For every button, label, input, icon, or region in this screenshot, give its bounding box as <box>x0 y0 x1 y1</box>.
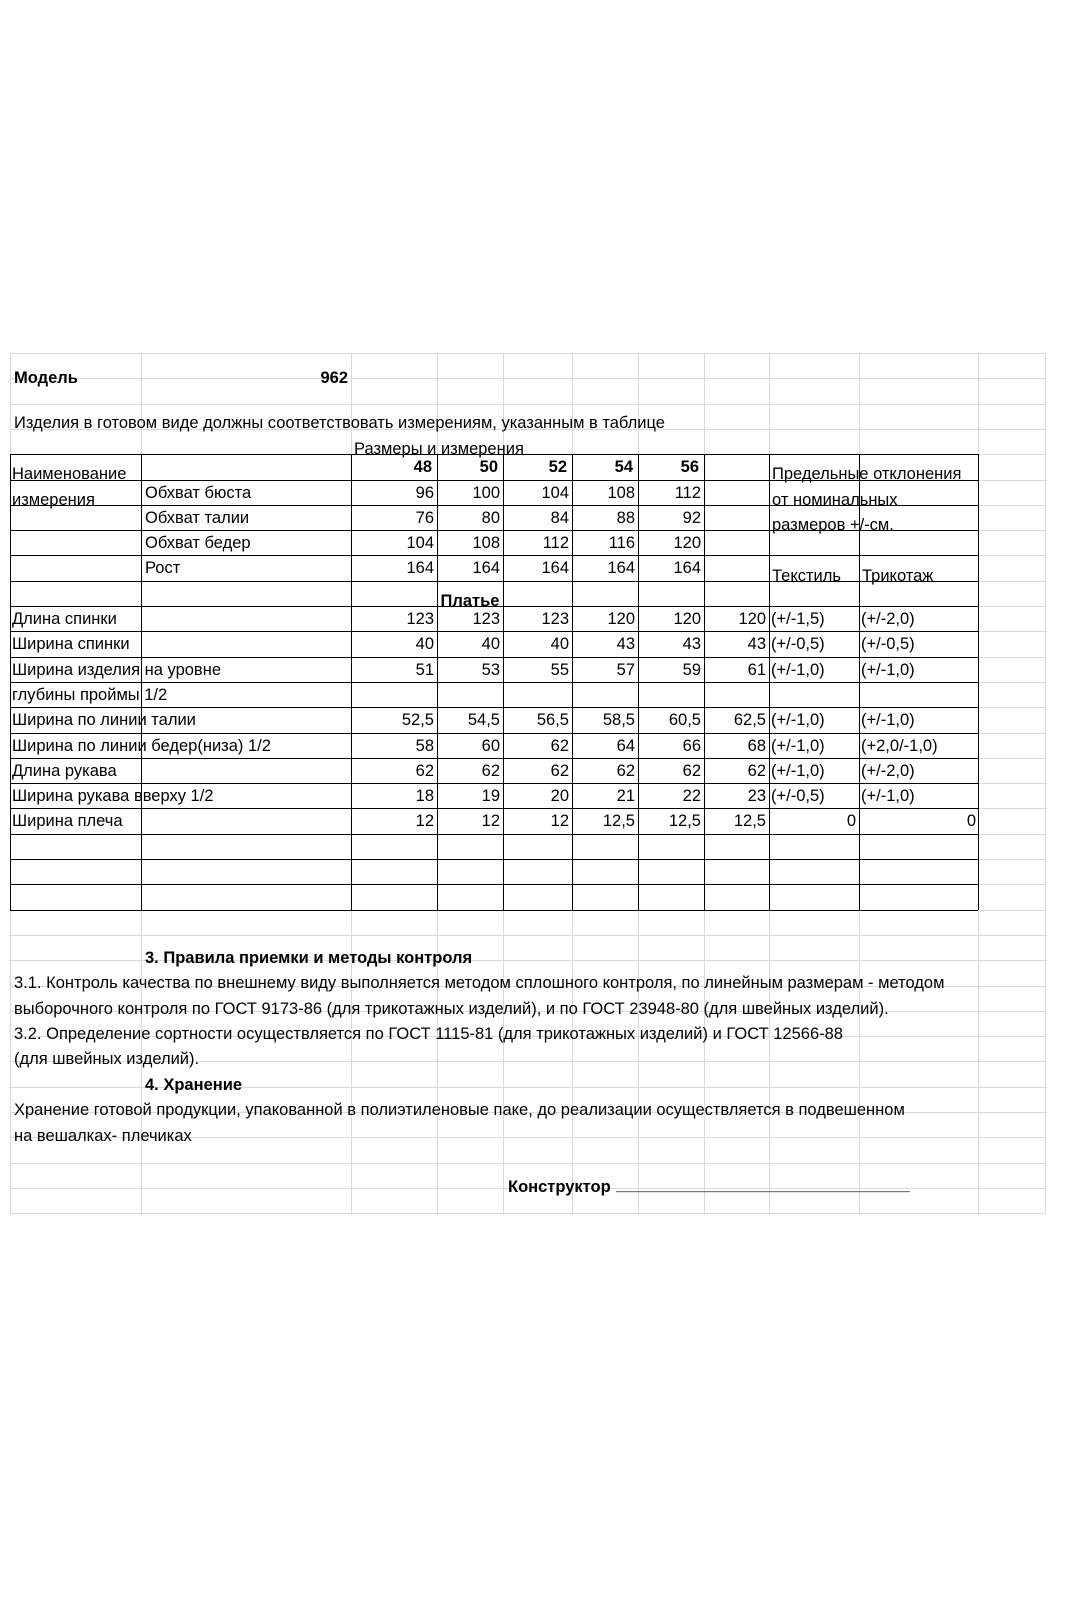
signature-label: Конструктор <box>508 1178 611 1196</box>
body-measurement-value: 76 <box>415 509 434 527</box>
product-measurement-value: 123 <box>541 610 569 628</box>
product-measurement-value: 62 <box>616 762 635 780</box>
product-measurement-name: Длина спинки <box>12 610 117 628</box>
grid-row-line <box>10 1213 1045 1214</box>
rules-line2: выборочного контроля по ГОСТ 9173-86 (для трикотажных изделий), и по ГОСТ 23948-80 (для швейных изделий). <box>14 1000 889 1018</box>
name-header-line2: измерения <box>12 491 95 509</box>
table-border-h <box>10 910 978 911</box>
body-measurement-value: 164 <box>673 559 701 577</box>
body-measurement-value: 108 <box>607 484 635 502</box>
rules-title: 3. Правила приемки и методы контроля <box>145 949 473 967</box>
table-border-v <box>10 454 11 910</box>
body-measurement-value: 116 <box>608 534 635 552</box>
size-header: 54 <box>614 458 633 476</box>
product-measurement-value: 62 <box>550 737 569 755</box>
name-header-line1: Наименование <box>12 465 127 483</box>
body-measurement-value: 112 <box>674 484 701 502</box>
product-measurement-value: 58,5 <box>602 711 635 729</box>
body-measurement-value: 92 <box>682 509 701 527</box>
product-measurement-value: 120 <box>673 610 701 628</box>
textile-header: Текстиль <box>772 567 841 585</box>
body-measurement-value: 88 <box>616 509 635 527</box>
product-measurement-value: 12 <box>415 812 434 830</box>
body-measurement-value: 104 <box>406 534 434 552</box>
knit-tolerance: (+/-1,0) <box>861 787 915 805</box>
knit-tolerance: (+/-1,0) <box>861 711 915 729</box>
product-measurement-value: 123 <box>472 610 500 628</box>
product-measurement-value: 120 <box>738 610 766 628</box>
product-measurement-value: 123 <box>406 610 434 628</box>
size-header: 56 <box>680 458 699 476</box>
product-measurement-value: 53 <box>481 661 500 679</box>
product-title: Платье <box>440 592 500 610</box>
body-measurement-value: 164 <box>472 559 500 577</box>
product-measurement-value: 58 <box>415 737 434 755</box>
grid-row-line <box>10 1163 1045 1164</box>
product-measurement-value: 62 <box>550 762 569 780</box>
body-measurement-value: 164 <box>541 559 569 577</box>
knit-tolerance: (+/-1,0) <box>861 661 915 679</box>
knit-tolerance: (+/-2,0) <box>861 610 915 628</box>
signature-line: ________________________________ <box>616 1176 910 1194</box>
product-measurement-value: 12 <box>481 812 500 830</box>
product-measurement-name: Длина рукава <box>12 762 117 780</box>
body-measurement-value: 80 <box>481 509 500 527</box>
product-measurement-value: 12 <box>550 812 569 830</box>
product-measurement-value: 19 <box>481 787 500 805</box>
product-measurement-value: 57 <box>616 661 635 679</box>
deviation-header-line2: от номинальных <box>772 491 898 509</box>
body-measurement-value: 108 <box>472 534 500 552</box>
textile-tolerance: (+/-1,0) <box>771 737 825 755</box>
table-border-v <box>978 454 979 910</box>
body-measurement-value: 112 <box>542 534 569 552</box>
table-border-h <box>10 834 978 835</box>
body-measurement-value: 84 <box>550 509 569 527</box>
textile-tolerance: (+/-1,0) <box>771 762 825 780</box>
product-measurement-value: 60 <box>481 737 500 755</box>
knit-tolerance: (+/-2,0) <box>861 762 915 780</box>
product-measurement-value: 12,5 <box>733 812 766 830</box>
product-measurement-value: 55 <box>550 661 569 679</box>
product-measurement-value: 12,5 <box>602 812 635 830</box>
grid-row-line <box>10 404 1045 405</box>
intro-text: Изделия в готовом виде должны соответствовать измерениям, указанным в таблице <box>14 414 665 432</box>
body-measurement-value: 104 <box>541 484 569 502</box>
table-border-h <box>10 859 978 860</box>
product-measurement-value: 23 <box>747 787 766 805</box>
product-measurement-value: 62 <box>747 762 766 780</box>
storage-title: 4. Хранение <box>145 1076 243 1094</box>
size-header: 52 <box>548 458 567 476</box>
product-measurement-value: 43 <box>682 635 701 653</box>
table-border-v <box>769 454 770 910</box>
product-measurement-value: 40 <box>481 635 500 653</box>
storage-line2: на вешалках- плечиках <box>14 1127 192 1145</box>
knit-header: Трикотаж <box>862 567 934 585</box>
grid-row-line <box>10 353 1045 354</box>
rules-line3: 3.2. Определение сортности осуществляется по ГОСТ 1115-81 (для трикотажных изделий) и ГОСТ 12566-88 <box>14 1025 843 1043</box>
model-number: 962 <box>320 369 348 387</box>
product-measurement-value: 40 <box>415 635 434 653</box>
grid-row-line <box>10 935 1045 936</box>
product-measurement-value: 51 <box>415 661 434 679</box>
product-measurement-value: 61 <box>747 661 766 679</box>
knit-tolerance: (+2,0/-1,0) <box>861 737 938 755</box>
product-measurement-name: Ширина спинки <box>12 635 130 653</box>
product-measurement-name: глубины проймы 1/2 <box>12 686 168 704</box>
size-header: 48 <box>413 458 432 476</box>
product-measurement-name: Ширина плеча <box>12 812 123 830</box>
body-measurement-value: 100 <box>472 484 500 502</box>
product-measurement-value: 43 <box>616 635 635 653</box>
body-measurement-name: Рост <box>145 559 181 577</box>
product-measurement-value: 62 <box>682 762 701 780</box>
deviation-header-line1: Предельные отклонения <box>772 465 962 483</box>
model-label: Модель <box>14 369 78 387</box>
textile-tolerance: (+/-1,0) <box>771 661 825 679</box>
table-border-h <box>10 884 978 885</box>
section-title: Размеры и измерения <box>354 440 524 458</box>
rules-line1: 3.1. Контроль качества по внешнему виду выполняется методом сплошного контроля, по линейным размерам - методом <box>14 974 945 992</box>
product-measurement-name: Ширина по линии бедер(низа) 1/2 <box>12 737 271 755</box>
textile-tolerance: (+/-0,5) <box>771 787 825 805</box>
product-measurement-value: 54,5 <box>467 711 500 729</box>
deviation-header-line3: размеров +/-см. <box>772 516 894 534</box>
rules-line4: (для швейных изделий). <box>14 1050 200 1068</box>
product-measurement-value: 43 <box>747 635 766 653</box>
product-measurement-value: 120 <box>607 610 635 628</box>
knit-tolerance: (+/-0,5) <box>861 635 915 653</box>
grid-row-line <box>10 378 1045 379</box>
product-measurement-value: 18 <box>415 787 434 805</box>
body-measurement-name: Обхват бедер <box>145 534 251 552</box>
size-header: 50 <box>479 458 498 476</box>
product-measurement-value: 62,5 <box>733 711 766 729</box>
textile-tolerance: 0 <box>846 812 856 830</box>
body-measurement-name: Обхват талии <box>145 509 250 527</box>
product-measurement-value: 60,5 <box>668 711 701 729</box>
product-measurement-value: 64 <box>616 737 635 755</box>
product-measurement-value: 22 <box>682 787 701 805</box>
product-measurement-value: 62 <box>481 762 500 780</box>
product-measurement-value: 21 <box>616 787 635 805</box>
body-measurement-value: 164 <box>406 559 434 577</box>
body-measurement-value: 164 <box>607 559 635 577</box>
knit-tolerance: 0 <box>966 812 976 830</box>
body-measurement-value: 96 <box>415 484 434 502</box>
body-measurement-name: Обхват бюста <box>145 484 252 502</box>
product-measurement-name: Ширина изделия на уровне <box>12 661 221 679</box>
product-measurement-value: 20 <box>550 787 569 805</box>
body-measurement-value: 120 <box>673 534 701 552</box>
product-measurement-value: 68 <box>747 737 766 755</box>
product-measurement-value: 59 <box>682 661 701 679</box>
textile-tolerance: (+/-0,5) <box>771 635 825 653</box>
product-measurement-value: 66 <box>682 737 701 755</box>
storage-line1: Хранение готовой продукции, упакованной в полиэтиленовые паке, до реализации осуществляется в подвешенном <box>14 1101 905 1119</box>
product-measurement-value: 40 <box>550 635 569 653</box>
grid-col-line <box>1045 353 1046 1213</box>
product-measurement-value: 62 <box>415 762 434 780</box>
textile-tolerance: (+/-1,0) <box>771 711 825 729</box>
product-measurement-value: 56,5 <box>536 711 569 729</box>
product-measurement-name: Ширина по линии талии <box>12 711 196 729</box>
product-measurement-name: Ширина рукава вверху 1/2 <box>12 787 214 805</box>
textile-tolerance: (+/-1,5) <box>771 610 825 628</box>
product-measurement-value: 12,5 <box>668 812 701 830</box>
product-measurement-value: 52,5 <box>401 711 434 729</box>
